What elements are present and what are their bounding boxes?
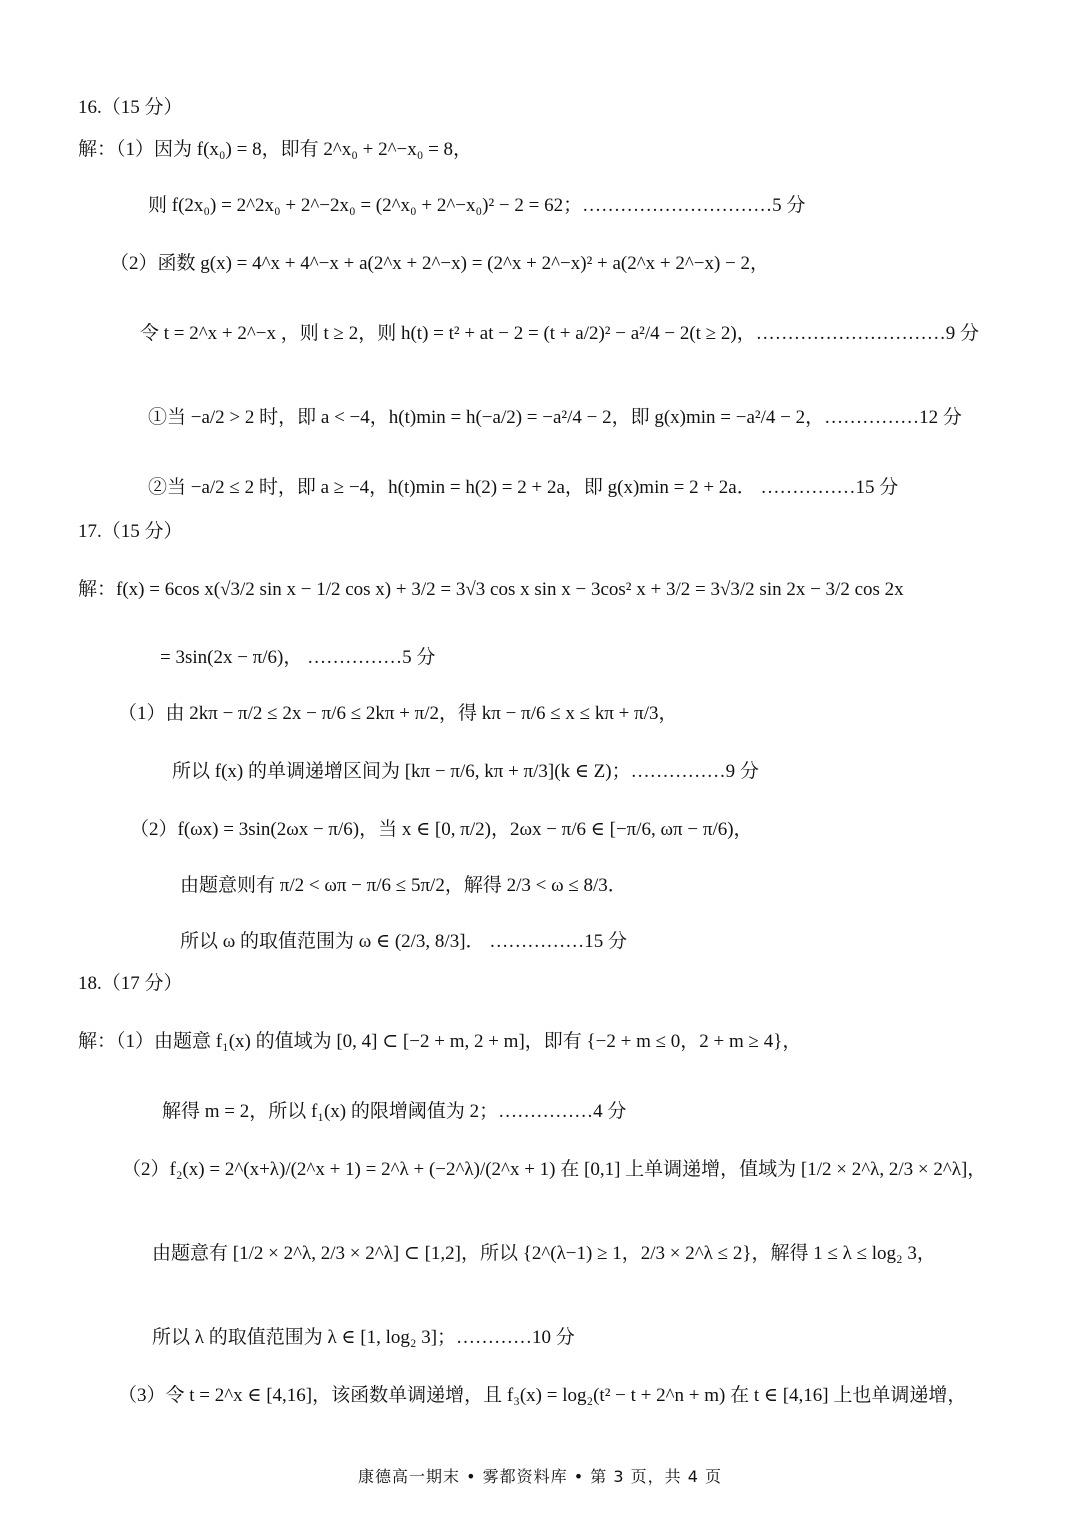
solution-line: 解：f(x) = 6cos x(√3/2 sin x − 1/2 cos x) + 3/2 = 3√3 cos x sin x − 3cos² x + 3/2 = 3√3/2 sin 2x − 3/2 cos 2x (78, 579, 904, 600)
solution-line: = 3sin(2x − π/6)， ……………5 分 (160, 647, 436, 668)
solution-line: 所以 λ 的取值范围为 λ ∈ [1, log₂ 3]；…………10 分 (152, 1327, 575, 1348)
solution-line: （2）函数 g(x) = 4^x + 4^−x + a(2^x + 2^−x) = (2^x + 2^−x)² + a(2^x + 2^−x) − 2， (110, 253, 770, 274)
solution-line: （2）f(ωx) = 3sin(2ωx − π/6)，当 x ∈ [0, π/2)，2ωx − π/6 ∈ [−π/6, ωπ − π/6)， (130, 819, 753, 840)
solution-line: 解：（1）因为 f(x₀) = 8，即有 2^x₀ + 2^−x₀ = 8， (78, 139, 473, 160)
solution-line: 18.（17 分） (78, 973, 183, 994)
solution-line: 解：（1）由题意 f₁(x) 的值域为 [0, 4] ⊂ [−2 + m, 2 + m]，即有 {−2 + m ≤ 0，2 + m ≥ 4}， (78, 1031, 802, 1052)
solution-line: 17.（15 分） (78, 521, 183, 542)
solution-line: 解得 m = 2，所以 f₁(x) 的限增阈值为 2；……………4 分 (162, 1101, 627, 1122)
solution-line: 所以 ω 的取值范围为 ω ∈ (2/3, 8/3]． ……………15 分 (180, 931, 628, 952)
solution-line: 由题意有 [1/2 × 2^λ, 2/3 × 2^λ] ⊂ [1,2]，所以 {2^(λ−1) ≥ 1，2/3 × 2^λ ≤ 2}，解得 1 ≤ λ ≤ log₂ 3， (152, 1243, 936, 1264)
solution-line: 16.（15 分） (78, 97, 183, 118)
solution-line: （3）令 t = 2^x ∈ [4,16]，该函数单调递增，且 f₃(x) = log₂(t² − t + 2^n + m) 在 t ∈ [4,16] 上也单调递增， (118, 1385, 967, 1406)
page-footer: 康德高一期末 • 雾都资料库 • 第 3 页，共 4 页 (358, 1467, 722, 1486)
solution-line: 由题意则有 π/2 < ωπ − π/6 ≤ 5π/2，解得 2/3 < ω ≤ 8/3． (180, 875, 627, 896)
solution-line: 则 f(2x₀) = 2^2x₀ + 2^−2x₀ = (2^x₀ + 2^−x₀)² − 2 = 62；…………………………5 分 (148, 195, 806, 216)
solution-line: （1）由 2kπ − π/2 ≤ 2x − π/6 ≤ 2kπ + π/2，得 kπ − π/6 ≤ x ≤ kπ + π/3， (118, 703, 678, 724)
solution-line: 令 t = 2^x + 2^−x ，则 t ≥ 2，则 h(t) = t² + at − 2 = (t + a/2)² − a²/4 − 2(t ≥ 2)，…………………………9 分 (140, 323, 979, 344)
solution-line: ②当 −a/2 ≤ 2 时，即 a ≥ −4，h(t)min = h(2) = 2 + 2a，即 g(x)min = 2 + 2a． ……………15 分 (148, 477, 899, 498)
solution-line: ①当 −a/2 > 2 时，即 a < −4，h(t)min = h(−a/2) = −a²/4 − 2，即 g(x)min = −a²/4 − 2，……………12 分 (148, 407, 962, 428)
solution-line: （2）f₂(x) = 2^(x+λ)/(2^x + 1) = 2^λ + (−2^λ)/(2^x + 1) 在 [0,1] 上单调递增，值域为 [1/2 × 2^λ, 2/3 × 2^λ]， (122, 1159, 987, 1180)
solution-line: 所以 f(x) 的单调递增区间为 [kπ − π/6, kπ + π/3](k ∈ Z)；……………9 分 (172, 761, 759, 782)
